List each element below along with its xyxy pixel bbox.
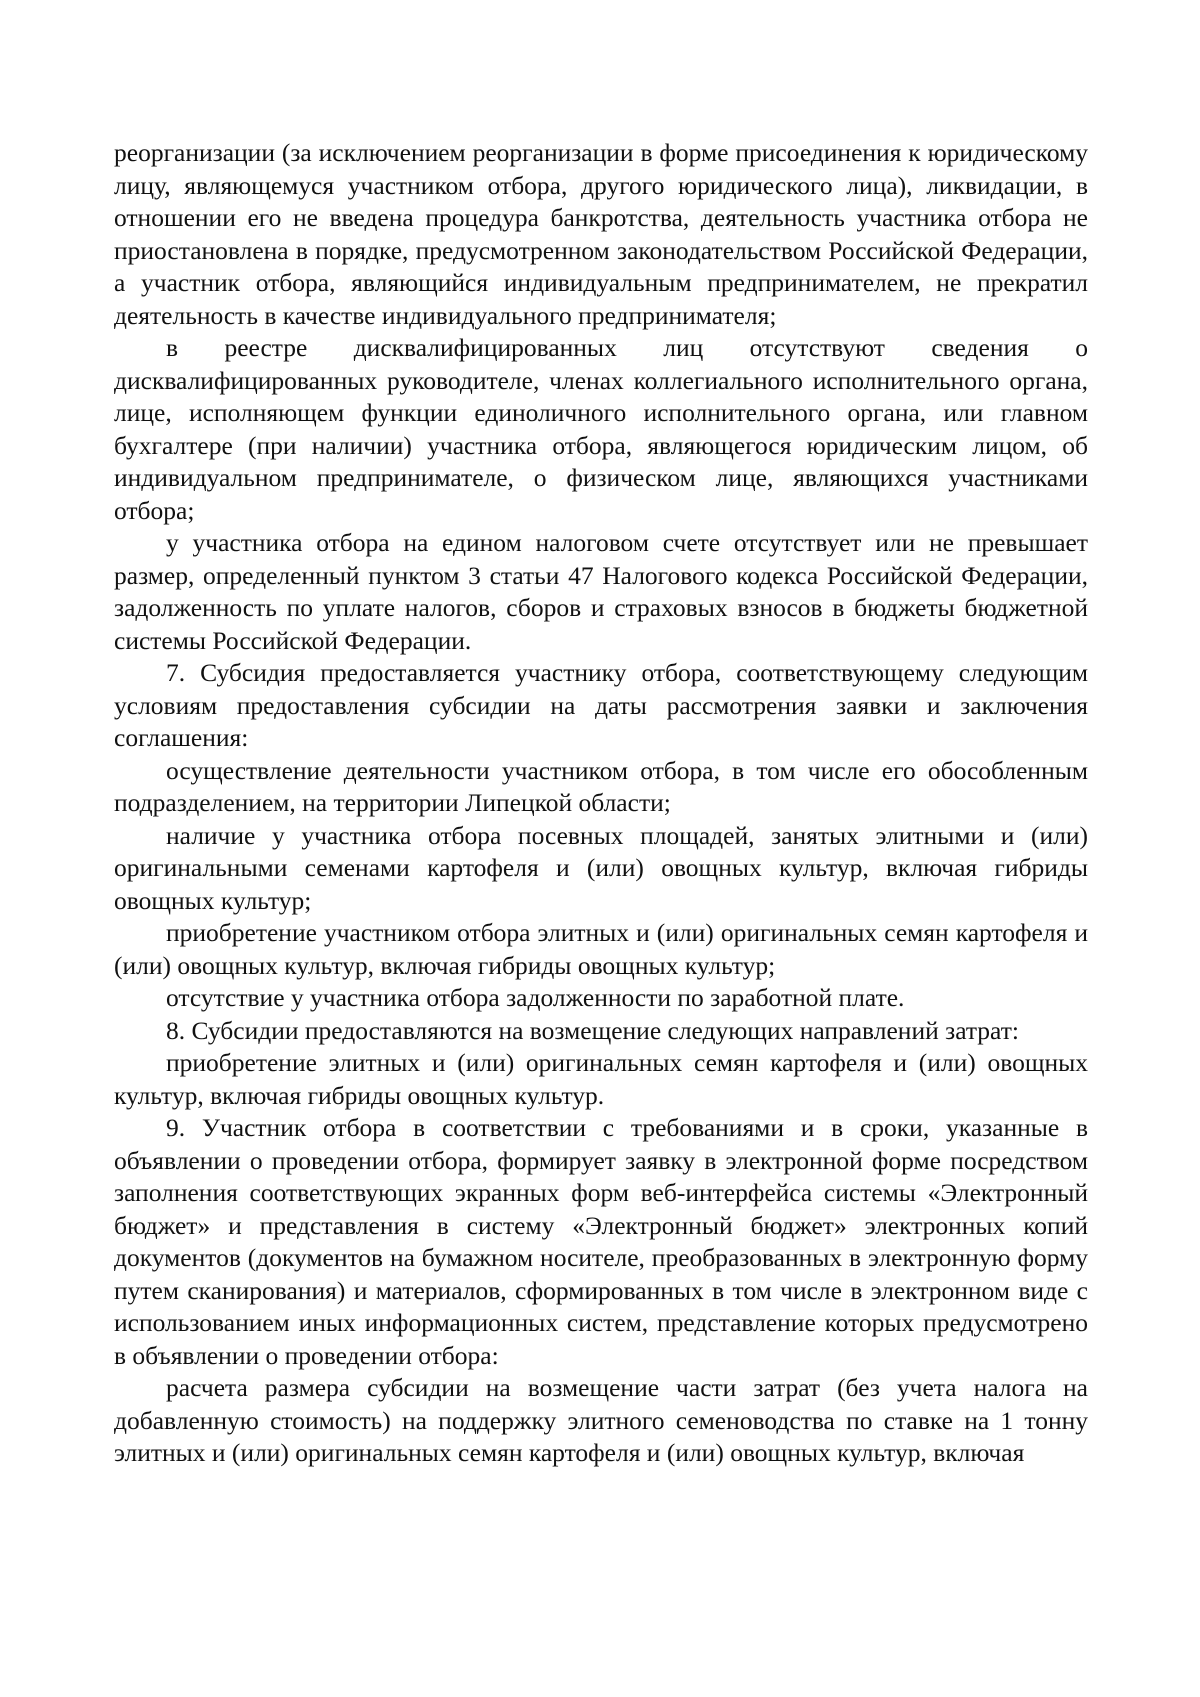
paragraph-item-7: 7. Субсидия предоставляется участнику отбора, соответствующему следующим условиям предоставления субсидии на даты рассмотрения заявки и заключения соглашения: [114,658,1088,752]
paragraph-disqualified-registry: в реестре дисквалифицированных лиц отсутствуют сведения о дисквалифицированных руководителе, членах коллегиального исполнительного органа, лице, исполняющем функции единоличного исполнительного органа, или главном бухгалтере (при наличии) участника отбора, являющегося юридическим лицом, об индивидуальном предпринимателе, о физическом лице, являющихся участниками отбора; [114,333,1088,525]
paragraph-tax-account: у участника отбора на едином налоговом счете отсутствует или не превышает размер, определенный пунктом 3 статьи 47 Налогового кодекса Российской Федерации, задолженность по уплате налогов, сборов и страховых взносов в бюджеты бюджетной системы Российской Федерации. [114,528,1088,655]
paragraph-item-9: 9. Участник отбора в соответствии с требованиями и в сроки, указанные в объявлении о проведении отбора, формирует заявку в электронной форме посредством заполнения соответствующих экранных форм веб-интерфейса системы «Электронный бюджет» и представления в систему «Электронный бюджет» электронных копий документов (документов на бумажном носителе, преобразованных в электронную форму путем сканирования) и материалов, сформированных в том числе в электронном виде с использованием иных информационных систем, представление которых предусмотрено в объявлении о проведении отбора: [114,1113,1088,1370]
paragraph-condition-seed-purchase: приобретение участником отбора элитных и (или) оригинальных семян картофеля и (или) овощных культур, включая гибриды овощных культур; [114,918,1088,980]
paragraph-subsidy-calculation: расчета размера субсидии на возмещение части затрат (без учета налога на добавленную стоимость) на поддержку элитного семеноводства по ставке на 1 тонну элитных и (или) оригинальных семян картофеля и (или) овощных культур, включая [114,1373,1088,1467]
paragraph-condition-territory: осуществление деятельности участником отбора, в том числе его обособленным подразделением, на территории Липецкой области; [114,755,1088,817]
paragraph-item-8: 8. Субсидии предоставляются на возмещение следующих направлений затрат: [166,1015,1019,1045]
paragraph-reorganization-continued: реорганизации (за исключением реорганизации в форме присоединения к юридическому лицу, являющемуся участником отбора, другого юридического лица), ликвидации, в отношении его не введена процедура банкротства, деятельность участника отбора не приостановлена в порядке, предусмотренном законодательством Российской Федерации, а участник отбора, являющийся индивидуальным предпринимателем, не прекратил деятельность в качестве индивидуального предпринимателя; [114,138,1088,330]
paragraph-cost-direction: приобретение элитных и (или) оригинальных семян картофеля и (или) овощных культур, включая гибриды овощных культур. [114,1048,1088,1110]
paragraph-condition-no-wage-debt: отсутствие у участника отбора задолженности по заработной плате. [166,983,905,1012]
paragraph-condition-sown-areas: наличие у участника отбора посевных площадей, занятых элитными и (или) оригинальными семенами картофеля и (или) овощных культур, включая гибриды овощных культур; [114,820,1088,915]
document-page [114,137,1088,1470]
